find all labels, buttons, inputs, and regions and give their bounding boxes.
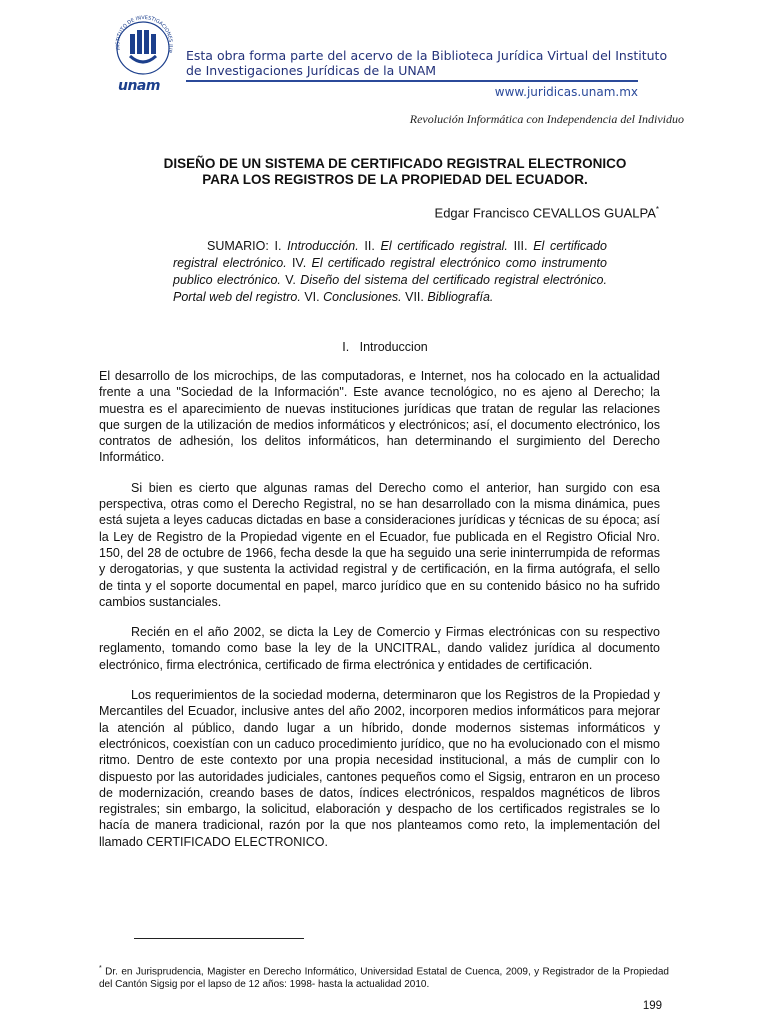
footnote-mark: * — [99, 965, 102, 972]
summary-label: SUMARIO: — [207, 239, 269, 253]
summary-item-6: Conclusiones. — [323, 290, 402, 304]
author-footnote-mark: * — [655, 205, 659, 214]
paragraph: El desarrollo de los microchips, de las computadoras, e Internet, nos ha colocado en la actualidad frente a una "Sociedad de la Información". Este avance tecnológico, no es ajeno al Derecho; la muestra es el aparecimiento de nuevas instituciones jurídicas que tratan de regular las relaciones que surgen de la utilización de medios informáticos y electrónicos; así, el documento electrónico, los contratos de adhesión, los delitos informáticos, han determinando el surgimiento del Derecho Informático. — [99, 369, 660, 465]
footnote-text: Dr. en Jurisprudencia, Magister en Derecho Informático, Universidad Estatal de Cuenca, 2009, y Registrador de la Propiedad del Cantón Sigsig por el lapso de 12 años: 1998- hasta la actualidad 2010. — [99, 966, 669, 991]
summary-num-6: VI. — [304, 290, 320, 304]
summary-num-7: VII. — [405, 290, 424, 304]
footnote-rule — [134, 938, 304, 939]
author — [435, 205, 659, 220]
header-text — [186, 48, 667, 78]
title-line-2: PARA LOS REGISTROS DE LA PROPIEDAD DEL ECUADOR. — [202, 172, 588, 187]
summary-item-2: El certificado registral. — [380, 239, 508, 253]
summary-item-4: El certificado registral electrónico como instrumento publico electrónico. — [173, 256, 607, 287]
svg-text:INSTITUTO DE INVESTIGACIONES J — [112, 10, 173, 54]
header-url-link[interactable]: www.juridicas.unam.mx — [494, 85, 638, 99]
summary-num-3: III. — [513, 239, 528, 253]
paper-title — [100, 156, 690, 188]
footnote — [99, 962, 669, 991]
unam-iij-logo-icon — [112, 10, 174, 88]
page-header — [0, 0, 770, 105]
paragraph: Si bien es cierto que algunas ramas del Derecho como el anterior, han surgido con esa perspectiva, otras como el Derecho Registral, no se han desarrollado con la misma dinámica, pues está sujeta a leyes caducas dictadas en base a consideraciones jurídicas y técnicas de su época; así la Ley de Registro de la Propiedad vigente en el Ecuador, fue publicada en el Registro Oficial Nro. 150, del 28 de octubre de 1966, fecha desde la que ha seguido una serie ininterrumpida de reformas y derogatorias, y que sustenta la actividad registral y de certificación, en la firma autógrafa, el sello de tinta y el soporte documental en papel, marco jurídico que en su contenido básico no ha sufrido cambios sustanciales. — [99, 480, 660, 609]
title-line-1: DISEÑO DE UN SISTEMA DE CERTIFICADO REGISTRAL ELECTRONICO — [163, 156, 627, 171]
header-line-1: Esta obra forma parte del acervo de la Biblioteca Jurídica Virtual del Instituto — [186, 48, 668, 63]
summary-num-2: II. — [364, 239, 375, 253]
logo-ring-text: INSTITUTO DE INVESTIGACIONES JUR — [115, 15, 174, 54]
header-rule — [186, 80, 638, 82]
paragraph: Recién en el año 2002, se dicta la Ley de Comercio y Firmas electrónicas con su respectivo reglamento, tomando como base la ley de la UNCITRAL, dando validez jurídica al documento electrónico, firma electrónica, certificado de firma electrónica y entidades de certificación. — [99, 625, 660, 672]
motto: Revolución Informática con Independencia del Individuo — [409, 112, 684, 126]
header-line-2: de Investigaciones Jurídicas de la UNAM — [186, 63, 437, 78]
author-name: Edgar Francisco CEVALLOS GUALPA — [434, 205, 656, 221]
summary-item-7: Bibliografía. — [427, 290, 494, 304]
page-number: 199 — [642, 1000, 662, 1012]
summary — [173, 238, 607, 306]
body-text — [99, 368, 660, 864]
summary-item-1: Introducción. — [287, 239, 359, 253]
summary-item-5: Diseño del sistema del certificado registral electrónico. Portal web del registro. — [173, 273, 607, 304]
summary-num-1: I. — [274, 239, 282, 253]
paragraph: Los requerimientos de la sociedad moderna, determinaron que los Registros de la Propiedad y Mercantiles del Ecuador, inclusive antes del año 2002, incorporen medios informáticos para mejorar la atención al público, dando lugar a un híbrido, donde modernos sistemas informáticos y electrónicos, coexistían con un caduco procedimiento jurídico, que no ha evolucionado con el mismo ritmo. Dentro de este contexto por una propia necesidad institucional, a más de cumplir con lo dispuesto por las autoridades judiciales, cantones pequeños como el Sigsig, entraron en un proceso de modernización, creando bases de datos, índices electrónicos, respaldos magnéticos de libros registrales; sin embargo, la solicitud, elaboración y despacho de los certificados registrales se lo hacía de manera tradicional, razón por la que nos planteamos como reto, la implementación del llamado CERTIFICADO ELECTRONICO. — [99, 688, 660, 849]
logo-wordmark: unam — [118, 78, 160, 94]
section-heading: I. Introduccion — [342, 340, 428, 354]
summary-num-4: IV. — [292, 256, 307, 270]
summary-item-3: El certificado registral electrónico. — [173, 239, 607, 270]
summary-num-5: V. — [285, 273, 296, 287]
